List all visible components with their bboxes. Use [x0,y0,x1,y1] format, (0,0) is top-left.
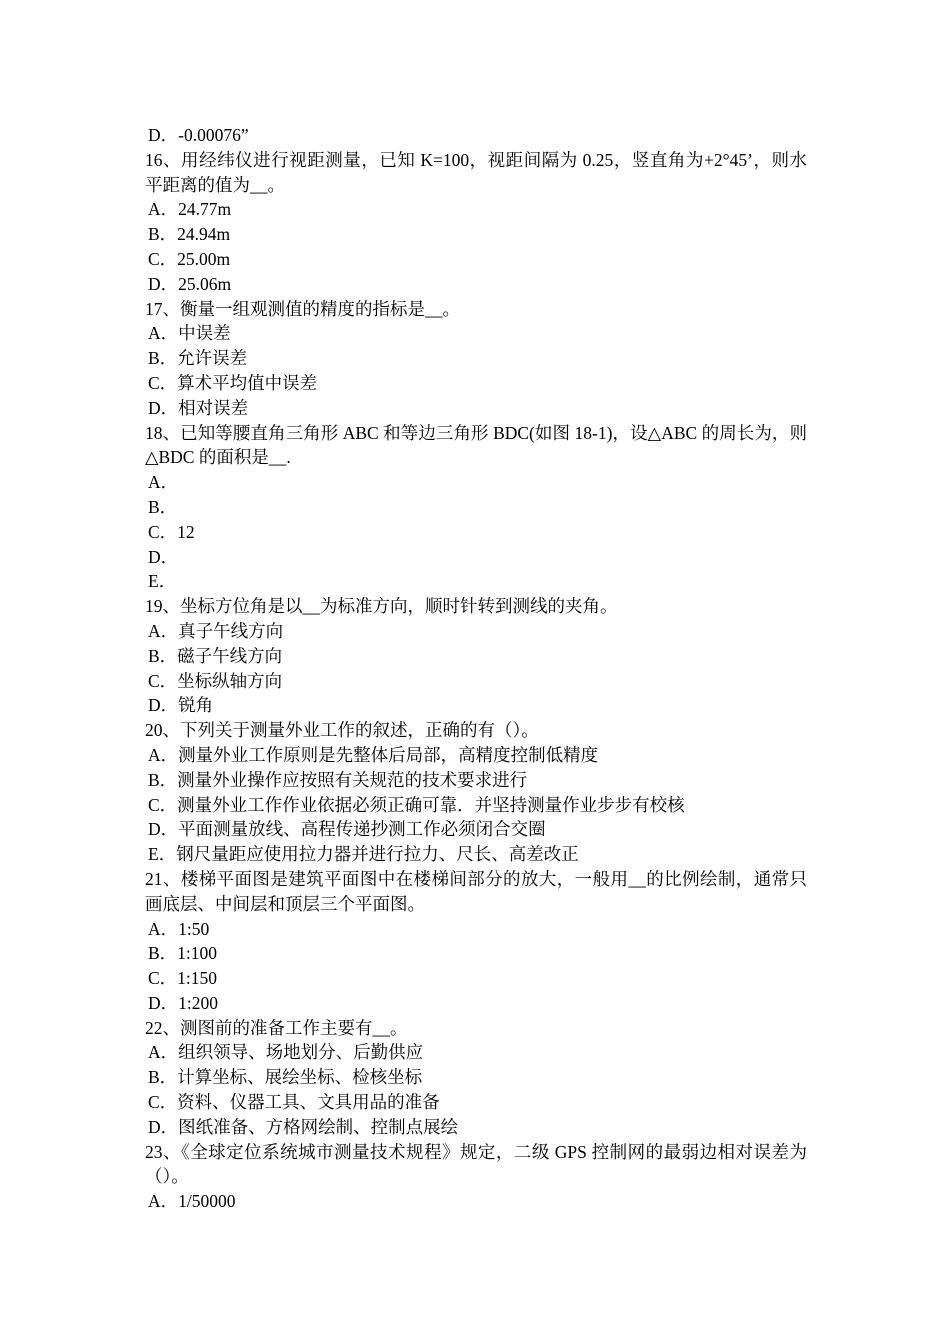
answer-option: B．允许误差 [148,348,248,369]
answer-option: C．12 [148,521,195,542]
answer-option: C．测量外业工作作业依据必须正确可靠．并坚持测量作业步步有校核 [148,794,685,815]
answer-option: C．25.00m [148,248,231,269]
answer-option: B．24.94m [148,224,231,245]
question-block [145,148,807,297]
option-d-previous: D．-0.00076” [148,125,249,145]
answer-option: C．坐标纵轴方向 [148,670,283,691]
answer-option: B．测量外业操作应按照有关规范的技术要求进行 [148,769,528,790]
answer-option: A．真子午线方向 [148,620,284,641]
answer-option: A． [148,472,179,493]
question-block [145,594,807,718]
answer-option: D． [148,546,179,567]
question-block [145,718,807,867]
answer-option: A．1:50 [148,918,210,939]
question-block [145,1016,807,1140]
question-block [145,297,807,421]
question-stem: 17、衡量一组观测值的精度的指标是__。 [145,298,460,319]
answer-option: C．1:150 [148,968,218,989]
question-stem: 23、《全球定位系统城市测量技术规程》规定，二级 GPS 控制网的最弱边相对误差为（）。 [145,1141,807,1187]
question-block [145,867,807,1016]
question-stem: 22、测图前的准备工作主要有__。 [145,1017,408,1038]
answer-option: E． [148,571,177,592]
answer-option: A．组织领导、场地划分、后勤供应 [148,1042,424,1063]
answer-option: B． [148,496,178,517]
answer-option: D．锐角 [148,695,214,716]
answer-option: B．磁子午线方向 [148,645,283,666]
answer-option: A．1/50000 [148,1191,236,1212]
question-stem: 20、下列关于测量外业工作的叙述，正确的有（）。 [145,720,539,741]
answer-option: D．相对误差 [148,397,249,418]
question-block [145,1140,807,1214]
question-stem: 19、坐标方位角是以__为标准方向，顺时针转到测线的夹角。 [145,596,618,617]
answer-option: E．钢尺量距应使用拉力器并进行拉力、尺长、高差改正 [148,844,579,865]
answer-option: A．24.77m [148,199,232,220]
answer-option: A．中误差 [148,323,231,344]
question-list [145,148,807,1214]
answer-option: D．1:200 [148,992,218,1013]
answer-option: D．25.06m [148,273,232,294]
question-stem: 16、用经纬仪进行视距测量，已知 K=100，视距间隔为 0.25，竖直角为+2°45’，则水平距离的值为__。 [145,149,807,195]
answer-option: B．计算坐标、展绘坐标、检核坐标 [148,1067,423,1088]
question-block [145,421,807,595]
answer-option: D．图纸准备、方格网绘制、控制点展绘 [148,1116,459,1137]
answer-option: C．资料、仪器工具、文具用品的准备 [148,1092,440,1113]
question-stem: 21、楼梯平面图是建筑平面图中在楼梯间部分的放大，一般用__的比例绘制，通常只画底层、中间层和顶层三个平面图。 [145,868,807,914]
question-stem: 18、已知等腰直角三角形 ABC 和等边三角形 BDC(如图 18-1)，设△ABC 的周长为，则△BDC 的面积是__. [145,422,807,468]
answer-option: B．1:100 [148,943,218,964]
answer-option: C．算术平均值中误差 [148,372,318,393]
answer-option: D．平面测量放线、高程传递抄测工作必须闭合交圈 [148,819,546,840]
document-page [145,123,807,1214]
answer-option: A．测量外业工作原则是先整体后局部，高精度控制低精度 [148,744,599,765]
